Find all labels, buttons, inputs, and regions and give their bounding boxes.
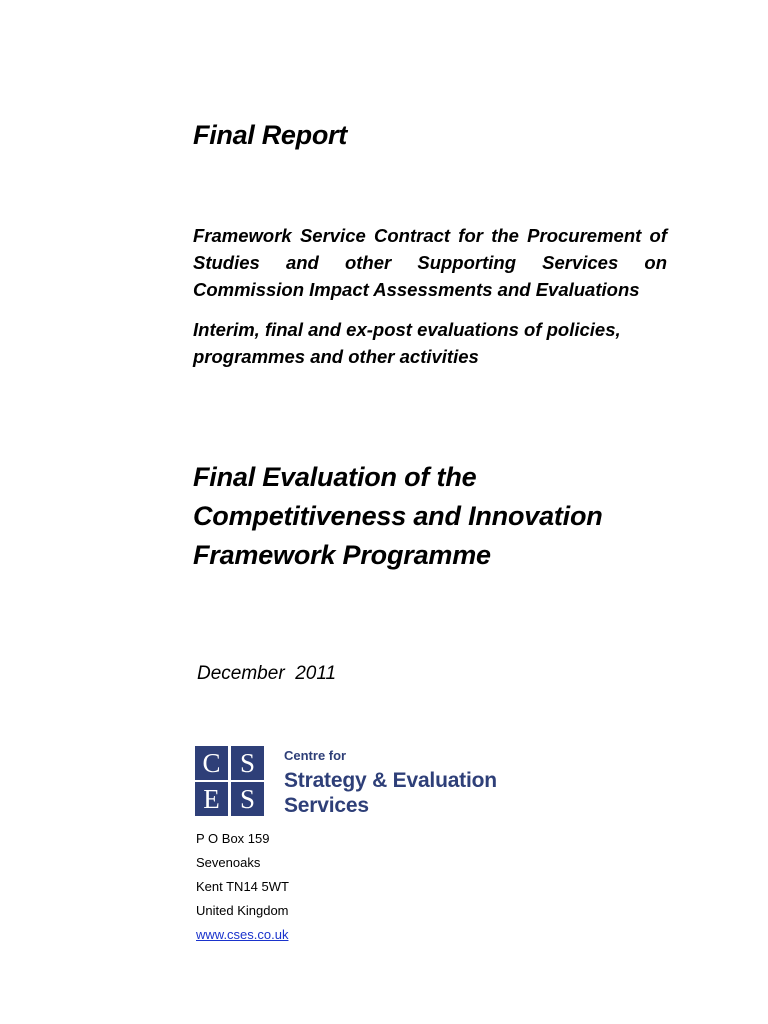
document-title-line-2: Competitiveness and Innovation bbox=[193, 501, 603, 531]
document-title-line-1: Final Evaluation of the bbox=[193, 462, 477, 492]
logo-line-1: Strategy & Evaluation bbox=[284, 769, 497, 792]
logo-letter-grid bbox=[195, 746, 264, 816]
address-country: United Kingdom bbox=[196, 903, 289, 918]
logo-letter-c: C bbox=[195, 746, 228, 780]
logo-letter-s-top: S bbox=[231, 746, 264, 780]
cses-logo bbox=[195, 746, 515, 820]
lot-description: Interim, final and ex-post evaluations of policies, programmes and other activities bbox=[193, 319, 621, 367]
address-town: Sevenoaks bbox=[196, 855, 261, 870]
logo-line-2: Services bbox=[284, 794, 369, 817]
document-title-line-3: Framework Programme bbox=[193, 540, 491, 570]
publication-date: December 2011 bbox=[197, 663, 337, 684]
address-po-box: P O Box 159 bbox=[196, 831, 270, 846]
address-block bbox=[196, 827, 289, 947]
contract-description: Framework Service Contract for the Procurement of Studies and other Supporting Services on Commission Impact Assessments and Evaluations bbox=[193, 225, 667, 300]
document-title bbox=[193, 458, 693, 575]
logo-letter-s-bottom: S bbox=[231, 782, 264, 816]
logo-small-text: Centre for bbox=[284, 748, 347, 763]
logo-letter-e: E bbox=[195, 782, 228, 816]
report-label: Final Report bbox=[193, 120, 347, 150]
address-county-postcode: Kent TN14 5WT bbox=[196, 879, 289, 894]
website-link[interactable]: www.cses.co.uk bbox=[196, 927, 289, 942]
